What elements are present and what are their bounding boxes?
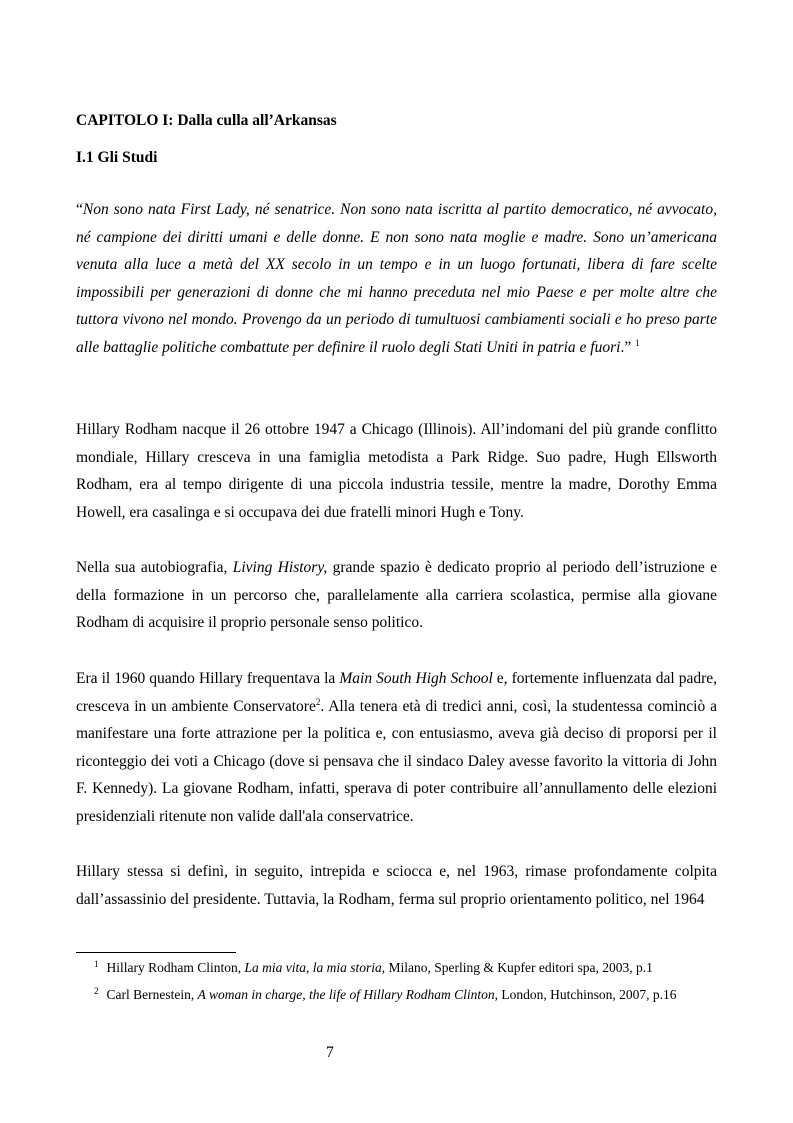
page-number: 7 <box>326 1044 334 1061</box>
footnote-book-title: A woman in charge, the life of Hillary Rodham Clinton <box>197 987 495 1002</box>
paragraph-text: . Alla tenera età di tredici anni, così, la studentessa cominciò a manifestare una forte attrazione per la politica e, con entusiasmo, aveva già deciso di proporsi per il riconteggio dei voti a Chicago (dove si pensava che il sindaco Daley avesse favorito la vittoria di John F. Kennedy). La giovane Rodham, infatti, sperava di poter contribuire all’annullamento delle elezioni presidenziali ritenute non valide dall'ala conservatrice. <box>76 697 717 825</box>
document-page <box>76 0 717 1123</box>
chapter-title: CAPITOLO I: Dalla culla all’Arkansas <box>76 112 337 129</box>
quote-open-mark: “ <box>76 201 83 218</box>
paragraph-text: Era il 1960 quando Hillary frequentava la <box>76 670 340 687</box>
footnote-text: , London, Hutchinson, 2007, p.16 <box>494 987 677 1002</box>
footnote-text: Hillary Rodham Clinton, <box>106 960 245 975</box>
footnote-number: 2 <box>94 985 99 996</box>
footnote-text: , Milano, Sperling & Kupfer editori spa, 2003, p.1 <box>381 960 653 975</box>
paragraph-text: grande spazio è dedicato proprio al periodo dell’istruzione e della formazione in un percorso che, parallelamente alla carriera scolastica, permise alla giovane Rodham di acquisire il proprio personale senso politico. <box>76 559 717 632</box>
paragraph-1963: Hillary stessa si definì, in seguito, intrepida e sciocca e, nel 1963, rimase profondamente colpita dall’assassinio del presidente. Tuttavia, la Rodham, ferma sul proprio orientamento politico, nel 1964 <box>76 863 717 908</box>
paragraph-text: Nella sua autobiografia, <box>76 559 233 576</box>
footnote-1 <box>76 955 717 981</box>
school-name: Main South High School <box>339 670 493 687</box>
opening-quote <box>76 196 717 362</box>
footnote-book-title: La mia vita, la mia storia <box>244 960 382 975</box>
footnote-2 <box>76 982 717 1008</box>
footnote-ref-2[interactable]: 2 <box>315 696 321 707</box>
footnote-text: Carl Bernestein, <box>106 987 198 1002</box>
quote-text: Non sono nata First Lady, né senatrice. Non sono nata iscritta al partito democratico, né avvocato, né campione dei diritti umani e delle donne. E non sono nata moglie e madre. Sono un’americana venuta alla luce a metà del XX secolo in un tempo e in un luogo fortunati, libera di fare scelte impossibili per generazioni di donne che mi hanno preceduta nel mio Paese e per molte altre che tuttora vivono nel mondo. Provengo da un periodo di tumultuosi cambiamenti sociali e ho preso parte alle battaglie politiche combattute per definire il ruolo degli Stati Uniti in patria e fuori <box>76 201 717 356</box>
quote-close-mark: .” <box>620 338 632 356</box>
paragraph-birth: Hillary Rodham nacque il 26 ottobre 1947 a Chicago (Illinois). All’indomani del più grande conflitto mondiale, Hillary cresceva in una famiglia metodista a Park Ridge. Suo padre, Hugh Ellsworth Rodham, era al tempo dirigente di una piccola industria tessile, mentre la madre, Dorothy Emma Howell, era casalinga e si occupava dei due fratelli minori Hugh e Tony. <box>76 421 717 521</box>
section-title: I.1 Gli Studi <box>76 149 158 166</box>
footnote-number: 1 <box>94 958 99 969</box>
footnote-ref-1[interactable]: 1 <box>635 337 640 348</box>
book-title: Living History, <box>232 559 328 576</box>
paragraph-high-school <box>76 665 717 831</box>
paragraph-text: e, fortemente influenzata dal padre, cresceva in un ambiente Conservatore <box>76 670 717 715</box>
footnote-separator <box>76 952 236 953</box>
paragraph-autobiography <box>76 554 717 637</box>
